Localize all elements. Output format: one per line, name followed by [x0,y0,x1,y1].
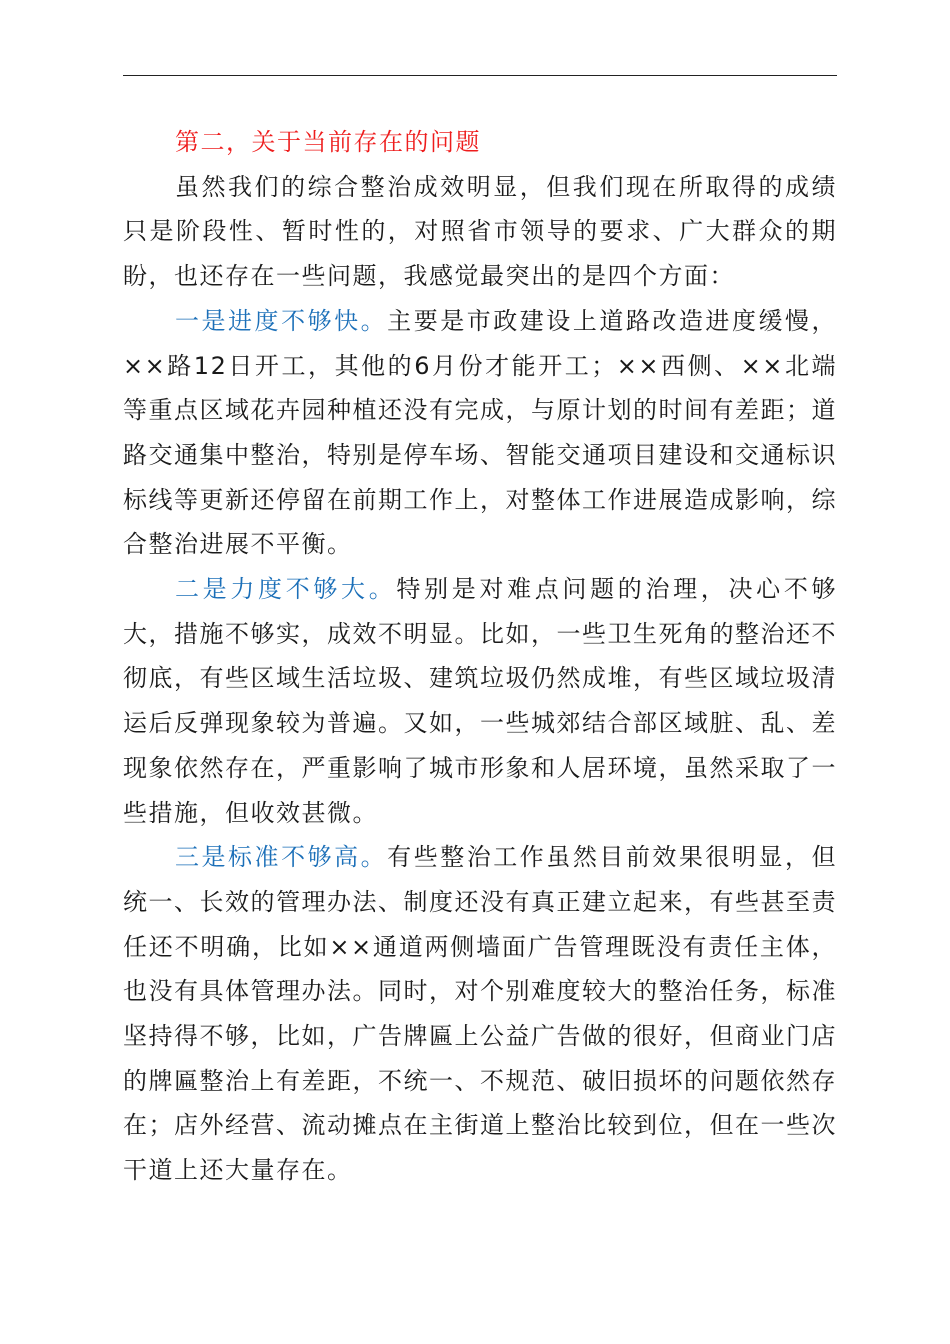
point-text-3: 有些整治工作虽然目前效果很明显，但统一、长效的管理办法、制度还没有真正建立起来，有些甚至责任还不明确，比如××通道两侧墙面广告管理既没有责任主体，也没有具体管理办法。同时，对个别难度较大的整治任务，标准坚持得不够，比如，广告牌匾上公益广告做的很好，但商业门店的牌匾整治上有差距，不统一、不规范、破旧损坏的问题依然存在；店外经营、流动摊点在主街道上整治比较到位，但在一些次干道上还大量存在。 [123,843,838,1185]
point-lead-3: 三是标准不够高。 [175,843,388,872]
header-rule [123,75,837,76]
section-heading: 第二，关于当前存在的问题 [175,128,481,156]
point-text-1: 主要是市政建设上道路改造进度缓慢，××路12日开工，其他的6月份才能开工；××西侧、××北端等重点区域花卉园种植还没有完成，与原计划的时间有差距；道路交通集中整治，特别是停车场、智能交通项目建设和交通标识标线等更新还停留在前期工作上，对整体工作进展造成影响，综合整治进展不平衡。 [123,306,838,559]
intro-paragraph: 虽然我们的综合整治成效明显，但我们现在所取得的成绩只是阶段性、暂时性的，对照省市领导的要求、广大群众的期盼，也还存在一些问题，我感觉最突出的是四个方面： [123,172,837,291]
document-body [123,120,837,1193]
point-paragraph-3 [123,835,837,1193]
point-paragraph-2 [123,567,837,835]
point-text-2: 特别是对难点问题的治理，决心不够大，措施不够实，成效不明显。比如，一些卫生死角的整治还不彻底，有些区域生活垃圾、建筑垃圾仍然成堆，有些区域垃圾清运后反弹现象较为普遍。又如，一些城郊结合部区域脏、乱、差现象依然存在，严重影响了城市形象和人居环境，虽然采取了一些措施，但收效甚微。 [123,575,837,827]
point-lead-2: 二是力度不够大。 [175,575,397,604]
point-paragraph-1 [123,299,837,567]
point-lead-1: 一是进度不够快。 [175,306,388,335]
